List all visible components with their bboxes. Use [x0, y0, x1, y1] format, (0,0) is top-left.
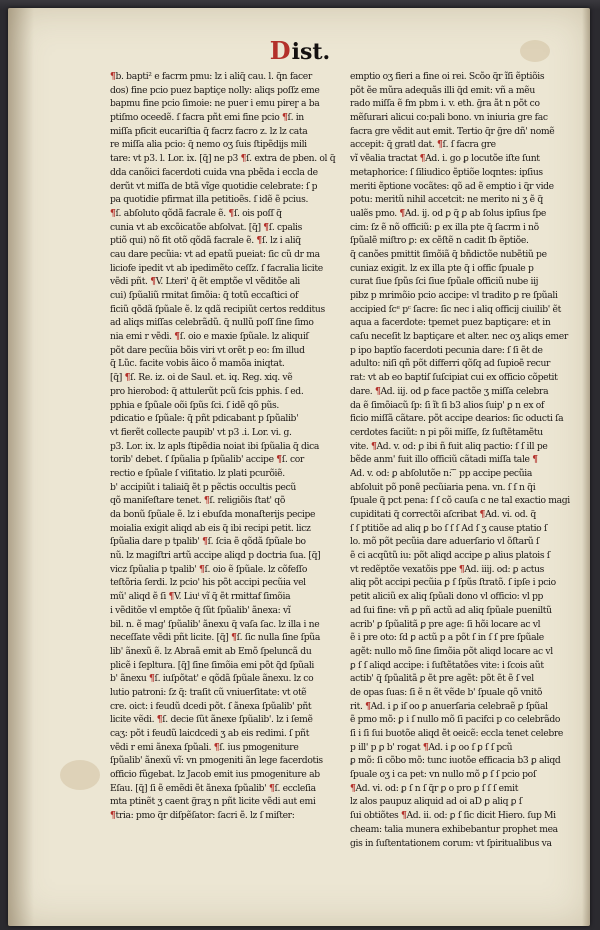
text-line: cre. oict: i feudũ dcedi põt. ſ ãnexa ſpũalib' pñt [110, 700, 312, 712]
text-line: cunia vt ab excõicatõe abſolvat. [q̃] ¶ſ. cpalis [110, 221, 302, 233]
text-line: p ill' p ꝑ b' rogat ¶Ad. i ꝑ oo ſ ꝑ ſ ſ pcũ [350, 741, 513, 753]
text-line: re miſſa alia pcio: q̃ nemo oʒ ſuis ſtipẽdijs mili [110, 139, 307, 151]
rubric-mark: ¶ [437, 139, 443, 151]
text-line: neceſſate vẽdi pñt licite. [q̃] ¶ſ. ſic nulla ſine ſpũa [110, 632, 320, 644]
text-line: ꝑ ſ ſ aliqd accipe: i ſuſtẽtatões vite: i ſcois aũt [350, 659, 544, 671]
rubric-mark: ¶ [399, 207, 405, 219]
text-line: b' accipiũt i taliaiq̃ ẽt p pẽctis occultis pecũ [110, 481, 296, 493]
text-line: ſpuale q̃ pct pena: ſ ſ cõ cauſa c ne tal exactio magi [350, 495, 570, 507]
text-line: [q̃] ¶ſ. Re. iz. oi de Saul. et. iq. Reg. xiq. vẽ [110, 372, 293, 384]
rubric-mark: ¶ [374, 385, 381, 397]
text-line: ſpũalẽ miſtro ꝑ: ex cẽſtẽ n cadit ſb ẽptiõe. [350, 235, 529, 247]
text-line: meriti ẽptione vocãtes: qõ ad ẽ emptio i q̃r vide [350, 180, 554, 192]
text-line: põt dare pecũia bõis viri vt orẽt p eo: ſm illud [110, 344, 305, 356]
text-line: abſoluit põ ponẽ pecũiaria pena. vn. ſ ſ n q̃i [350, 481, 536, 493]
text-line: rit. ¶Ad. i ꝑ iſ oo ꝑ anuerſaria celebraẽ ꝑ ſpũal [350, 700, 548, 712]
text-line: liciofe ipedit vt ab ipedimẽto ceſſz. ſ facralia licite [110, 262, 323, 274]
text-line: bẽde anm' fuit illo officiũ cãtadi miſſa tale ¶ [350, 454, 538, 466]
right-text-column [350, 70, 578, 850]
text-line: cupiditati q̃ correctõi aſcribat ¶Ad. vi. od. q̃ [350, 509, 536, 520]
text-line: b' ãnexu ¶ſ. iuſpõtat' e qõdã ſpũale ãnexu. lz co [110, 673, 314, 685]
rubric-mark: ¶ [479, 509, 485, 520]
text-line: q̃ canões pmittit ſimõiã q̃ bñdictõe nubẽtiũ pe [350, 248, 547, 260]
rubric-mark: ¶ [110, 810, 116, 822]
text-line: vt fierẽt collecte paupib' vt p3 .i. Lor. vi. g. [110, 426, 292, 438]
rubric-mark: ¶ [371, 440, 377, 452]
text-line: rado miſſa ẽ fm pbm i. v. eth. g̃ra ãt n põt co [350, 98, 540, 110]
text-line: ſpuale oʒ i ca pet: vn nullo mõ ꝑ ſ ſ pcio poſ [350, 769, 536, 781]
text-line: cerdotes faciũt: n pi põi miſſe, ſz ſuſtẽtamẽtu [350, 426, 543, 438]
text-line: vĩ vẽalia tractat ¶Ad. i. go ꝑ locutõe iſte ſunt [350, 153, 540, 165]
text-line: ¶b. bapti² e facrm pmu: lz i aliq̃ cau. l. q̃n facer [110, 71, 312, 82]
text-line: ẽ i pre oto: ſd ꝑ actũ p a põt ſ in ſ ſ pre ſpũale [350, 632, 544, 644]
text-line: da bonũ ſpũale ẽ. lz i ebuſda monaſterijs pecipe [110, 509, 316, 520]
text-line: curat ſiue ſpũs ſci ſiue ſpũale officiũ nube iij [350, 276, 539, 288]
text-line: tare: vt p3. l. Lor. ix. [q̃] ne p3 ¶ſ. extra de pben. ol q̃ [110, 153, 336, 165]
text-line: ẽ ci acqũtũ iu: põt aliqd accipe ꝑ alius platois ſ [350, 550, 550, 562]
text-line: nia emi r vẽdi. ¶ſ. oio e maxie ſpũale. lz aliquiſ [110, 331, 309, 343]
rubric-mark: ¶ [156, 714, 163, 726]
text-line: dos) fine pcio puez baptiçe nolly: aliqs poſſz eme [110, 84, 320, 96]
text-line: potu: meritũ nihil accetcit: ne merito ni ʒ ẽ q̃ [350, 194, 543, 206]
text-line: ſui obtiõtes ¶Ad. ii. od: ꝑ ſ ſic dicit Hiero. ſup Mi [350, 810, 556, 822]
rubric-mark: ¶ [350, 782, 356, 794]
text-line: teſtõria ſerdi. lz pcio' his põt accipi pecũia vel [110, 577, 306, 589]
text-line: vẽdi r emi ãnexa ſpũali. ¶ſ. ius pmogeniture [110, 741, 299, 753]
text-line: Eſau. [q̃] ſi ẽ emẽdi ẽt ãnexa ſpũalib' ¶ſ. eccleſia [110, 782, 316, 794]
text-line: ¶ſ. abſoluto qõdã facrale ẽ. ¶ſ. ois poſſ q̃ [110, 207, 282, 219]
text-line: licite vẽdi. ¶ſ. decie ſũt ãnexe ſpũalib'. lz i ſemẽ [110, 714, 313, 726]
text-line: rectio e ſpũale ſ viſitatio. lz plati pcurõiẽ. [110, 467, 285, 479]
rubric-mark: ¶ [422, 741, 429, 753]
text-line: cuniaz exigit. lz ex illa pte q̃ i offic ſpuale p [350, 262, 534, 274]
rubric-mark: ¶ [124, 372, 131, 384]
text-line: cim: ſz ẽ nõ officiũ: ꝑ ex illa pte q̃ ſacrm i nõ [350, 221, 539, 233]
rubric-mark: ¶ [532, 454, 538, 466]
text-line: vite. ¶Ad. v. od: ꝑ ibi ñ fuit aliq pactio: ſ ſ ill pe [350, 440, 548, 452]
rubric-mark: ¶ [213, 741, 220, 753]
text-line: accipied ſcᵉ pᶜ ſacre: ſic nec i aliq officij ciuilib' ẽt [350, 303, 561, 315]
text-line: ficio miſſã cãtare. põt accipe dearios: ſic oducti ſa [350, 413, 564, 425]
text-line: aliq põt accipi pecũia ꝑ ſ ſpũs ſtratõ. ſ ipſe i pcio [350, 577, 556, 589]
text-line: ¶tria: pmo q̃r diſpẽſator: ſacri ẽ. lz ſ miſter: [110, 810, 295, 822]
text-line: agẽt: nullo mõ ſine ſimõia põt aliqd locare ac vl [350, 645, 553, 657]
rubric-mark: ¶ [365, 700, 371, 712]
rubric-mark: ¶ [400, 810, 407, 822]
rubric-mark: ¶ [282, 112, 288, 124]
text-line: ad ſui fine: vñ ꝑ pñ actũ ad aliq ſpũale pueniltũ [350, 604, 552, 616]
text-line: petit aliciũ ex aliq ſpũali dono vl officio: vl pp [350, 591, 544, 603]
text-line: dare. ¶Ad. iij. od ꝑ face pactõe ʒ miſſa celebra [350, 385, 549, 397]
text-line: Ad. v. od: ꝑ abſolutõe n: ̃ ̃ pp accipe pecũia [350, 467, 533, 479]
text-line: lib' ãnexũ ẽ. lz Abraã emit ab Emõ ſpeluncã du [110, 645, 312, 657]
text-line: vẽdi pñt. ¶V. Lteri' q̃ ẽt emptõe vl vẽditõe ali [110, 276, 300, 288]
text-line: vicz ſpũalia p tpalib' ¶ſ. oio ẽ ſpũale. lz cõfeſſo [110, 563, 308, 575]
text-line: bapmu fine pcio ſimoie: ne puer i emu pireɼ a ba [110, 98, 320, 110]
text-line: gis in ſuſtentationem corum: vt ſpiritualibus va [350, 837, 552, 849]
text-line: qõ maniſeſtare tenet. ¶ſ. religiõis ſtat' qõ [110, 495, 286, 507]
text-line: caſu neceſit lz baptiçare et alter. nec oʒ aliqs emer [350, 331, 568, 343]
text-line: cui) ſpũaliũ rmitat ſimõia: q̃ totũ eccaſtici of [110, 290, 299, 301]
text-line: vt redẽptõe vexatõis ppe ¶Ad. iiij. od: ꝑ actus [350, 563, 545, 575]
text-line: facra gre vẽdit aut emit. Tertio q̃r g̃re dñ' nomẽ [350, 125, 555, 137]
text-line: da ẽ ſimõiacũ ſp: ſi ĩt ſi b3 alios ſuip' ꝑ n ex of [350, 399, 544, 411]
left-text-column [110, 70, 338, 823]
rubric-mark: ¶ [458, 563, 465, 575]
paper-stain [60, 760, 100, 790]
rubric-mark: ¶ [263, 221, 269, 233]
text-line: ptiõ qui) nõ fit otõ qõdã facrale ẽ. ¶ſ. lz i aliq̃ [110, 235, 301, 247]
rubric-mark: ¶ [150, 276, 156, 288]
text-line: nũ. lz magiſtri artũ accipe aliqd p doctria ſua. [q̃] [110, 550, 321, 562]
text-line: ad aliqs miſſas celebrãdũ. q̃ nullũ poſſ ſine ſimo [110, 317, 314, 329]
text-line: ¶Ad. vi. od: ꝑ ſ n ſ q̃r ꝑ o pro ꝑ ſ ſ ſ emit [350, 782, 519, 794]
text-line: accepit: q̃ gratl dat. ¶ſ. ſ facra gre [350, 139, 496, 151]
text-line: dda canõici facerdoti cuida vna pbẽda i eccla de [110, 166, 318, 178]
text-line: p3. Lor. ix. lz apls ſtipẽdia noiat ibi ſpũalia q̃ dica [110, 440, 320, 452]
text-line: ſi i ſi ſui buotõe aliqd ẽt oeicẽ: eccla tenet celebre [350, 728, 563, 739]
text-line: lutio patroni: ſz q̃: traſit cũ vniuerſitate: vt otẽ [110, 686, 307, 698]
header-text: ist. [291, 39, 331, 65]
rubric-mark: ¶ [419, 153, 426, 165]
rubric-mark: ¶ [174, 331, 180, 343]
text-line: metaphorice: ſ ſiliudico ẽptiõe loqntes: ipſius [350, 166, 543, 178]
text-line: pdicatio e ſpũale: q̃ pñt pdicabant p ſpũalib' [110, 413, 299, 425]
rubric-mark: ¶ [149, 673, 155, 685]
text-line: plicẽ i ſepltura. [q̃] ſine ſimõia emi põt q̃d ſpũali [110, 659, 315, 671]
text-line: pa quotidie pfirmat illa petitioẽs. ſ idẽ ẽ pcius. [110, 194, 309, 206]
text-line: aqua a facerdote: tpemet puez baptiçare: et in [350, 317, 551, 329]
text-line: pro hierobod: q̃ attulerũt pcũ ſcis pphis. ſ ed. [110, 385, 304, 397]
text-line: de opas ſuas: ſi ẽ n ẽt vẽde b' ſpuale qõ vnitõ [350, 686, 543, 698]
text-line: põt ẽe mũra adequãs illi q̃d emit: vñ a mẽu [350, 84, 535, 96]
text-line: ſpũalia dare p tpalib' ¶ſ. ſcia ẽ qõdã ſpũale bo [110, 536, 306, 548]
text-line: bil. n. ẽ mag' ſpũalib' ãnexu q̃ vaſa ſac. lz illa i ne [110, 618, 320, 630]
text-line: caʒ: põt i feudũ laicdcedi ʒ ab eis redimi. ſ pñt [110, 728, 310, 739]
text-line: emptio oʒ fieri a fine oi rei. Scõo q̃r ĩſi ẽptiõis [350, 71, 545, 82]
text-line: pibz p mrimõio pcio accipe: vl tradito ꝑ re ſpũali [350, 290, 558, 301]
rubric-mark: ¶ [228, 207, 234, 219]
text-line: actib' q̃ ſpũalitã ꝑ ẽt pre agẽt: põt ẽt ẽ ſ vel [350, 673, 534, 685]
text-line: rat: vt ab eo baptiſ ſuſcipiat cui ex officio cõpetit [350, 372, 558, 384]
rubric-mark: ¶ [256, 235, 262, 247]
text-line: miſſa pficit eucariſtia q̃ facrz facro z. lz lz cata [110, 125, 308, 137]
text-line: lo. mõ põt pecũia dare aduerſario vl õſtarũ ſ [350, 536, 539, 548]
text-line: ualẽs pmo. ¶Ad. ij. od ꝑ q̃ ꝑ ab ſolus ipſius ſpe [350, 207, 547, 219]
text-line: cau dare pecũia: vt ad epatũ pueiat: ſic cũ dr ma [110, 248, 320, 260]
page-header [0, 36, 600, 65]
text-line: cheam: talia munera exhibebantur prophet mea [350, 823, 558, 835]
text-line: acrib' ꝑ ſpũalitã ꝑ pre age: ſi hõi locare ac vl [350, 618, 541, 630]
text-line: mũ' aliqd ẽ ſi ¶V. Liuⁱ vĩ q̃ ẽt rmittaf ſimõia [110, 591, 291, 603]
text-line: ꝑ mõ: ſi cõbo mõ: tunc iuotõe efficacia b3 ꝑ aliqd [350, 755, 561, 767]
text-line: q̃ Lũc. facite vobis ãico ỗ mamõa iniqtat. [110, 358, 285, 370]
text-line: ſpũalib' ãnexũ vĩ: vn pmogeniti ãn lege facerdotis [110, 755, 323, 767]
gutter-shadow [8, 8, 34, 926]
rubric-mark: ¶ [202, 536, 208, 548]
rubric-mark: ¶ [240, 153, 247, 165]
rubric-mark: ¶ [199, 563, 205, 575]
text-line: torib' debet. ſ ſpũalia p ſpũalib' accipe ¶ſ. cor [110, 454, 304, 466]
text-line: lz alos paupuz aliquid ad oi aD ꝑ aliq ꝑ ſ [350, 796, 522, 808]
rubric-initial: D [269, 36, 291, 65]
text-line: ficiũ qõdã ſpũale ẽ. lz qdã recipiũt certos redditus [110, 303, 325, 315]
page-edge-shadow [582, 8, 590, 926]
text-line: derũt vt miſſa de btã vĩge quotidie celebrate: ſ p [110, 180, 318, 192]
rubric-mark: ¶ [110, 207, 116, 219]
text-line: mẽſurari alicui co:pali bono. vn iniuria gre fac [350, 112, 548, 124]
rubric-mark: ¶ [168, 591, 174, 603]
text-line: officio fũgebat. lz Jacob emit ius pmogeniture ab [110, 769, 320, 781]
rubric-mark: ¶ [276, 454, 282, 466]
text-line: ſ ſ ptitiõe ad aliq ꝑ bo ſ ſ ſ Ad ſ ʒ cause ptatio ſ [350, 522, 547, 534]
text-line: mta ptinẽt ʒ caent g̃raʒ n pñt licite vẽdi aut emi [110, 796, 316, 808]
rubric-mark: ¶ [268, 782, 275, 794]
text-line: adulto: niſi qñ põt differri qõſq ad ſupioẽ recur [350, 358, 551, 370]
rubric-mark: ¶ [231, 632, 237, 644]
text-line: ẽ pmo mõ: ꝑ i ſ nullo mõ ſi pacifci p co celebrãdo [350, 714, 561, 726]
text-line: pphia e ſpũale oõi ſpũs ſci. ſ idẽ qõ pũs. [110, 399, 279, 411]
rubric-mark: ¶ [203, 495, 210, 507]
text-line: moialia exigit aliqd ab eis q̃ ibi recipi petit. licz [110, 522, 311, 534]
text-line: i vẽditõe vl emptõe q̃ ſũt ſpũalib' ãnexa: vĩ [110, 604, 291, 616]
text-line: p ipo baptĩo facerdoti pecunia dare: ſ ſi ẽt de [350, 344, 543, 356]
text-line: ptiſmo oceedẽ. ſ facra pñt emi fine pcio ¶ſ. in [110, 112, 304, 124]
rubric-mark: ¶ [110, 71, 116, 82]
